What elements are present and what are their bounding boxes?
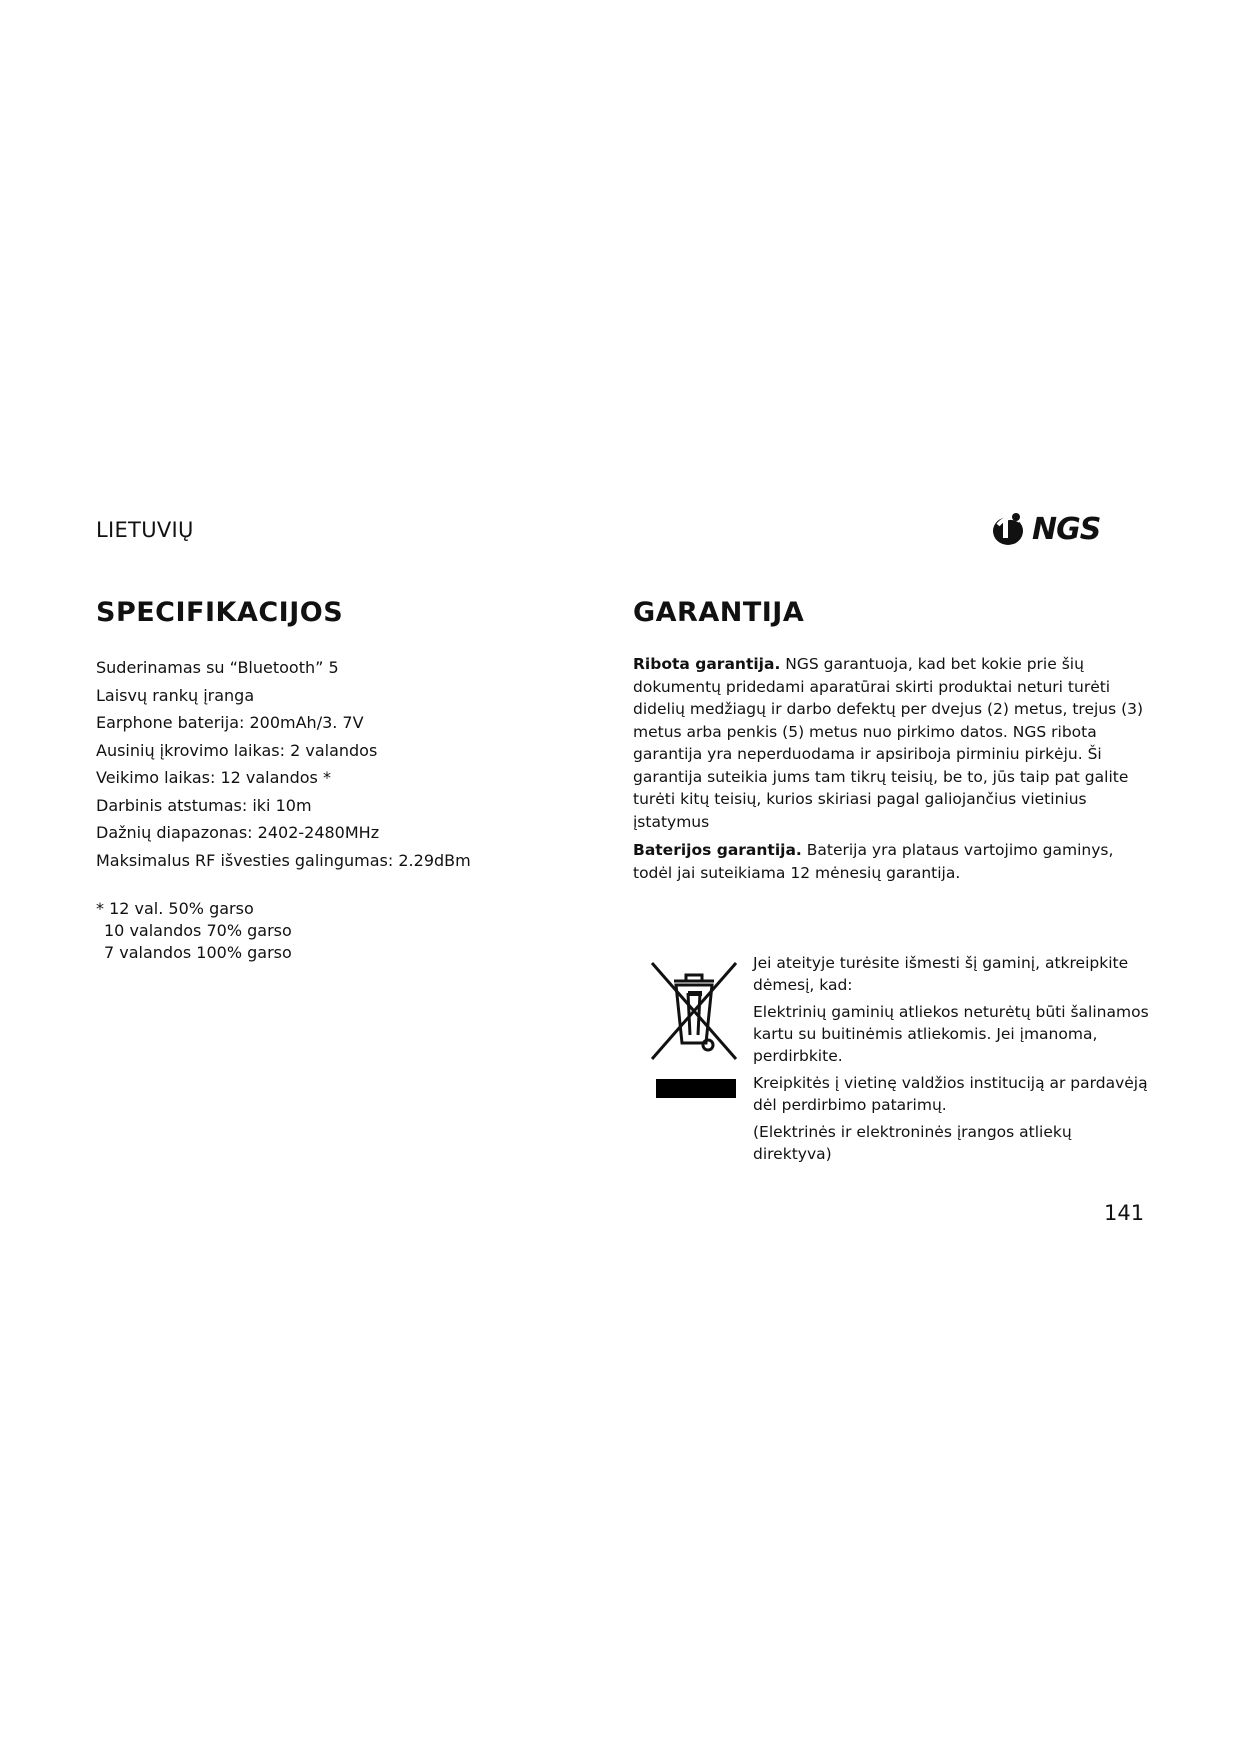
page-number: 141 (1104, 1201, 1145, 1225)
disposal-notice (753, 952, 1153, 1170)
limited-warranty-label: Ribota garantija. (633, 655, 781, 673)
warranty-title: GARANTIJA (633, 597, 805, 628)
limited-warranty-paragraph (633, 653, 1153, 833)
battery-warranty-label: Baterijos garantija. (633, 841, 802, 859)
language-label: LIETUVIŲ (96, 518, 194, 542)
footnote-line: 10 valandos 70% garso (104, 921, 292, 940)
spec-list (96, 654, 471, 874)
weee-black-bar (656, 1079, 736, 1098)
battery-warranty-paragraph (633, 839, 1153, 884)
spec-item: Darbinis atstumas: iki 10m (96, 795, 312, 815)
spec-item: Maksimalus RF išvesties galingumas: 2.29dBm (96, 850, 471, 870)
battery-warranty-body: Baterija yra plataus vartojimo gaminys, todėl jai suteikiama 12 mėnesių garantija. (633, 841, 1114, 882)
spec-item: Laisvų rankų įranga (96, 685, 255, 705)
spec-item: Dažnių diapazonas: 2402-2480MHz (96, 823, 380, 842)
ngs-logo-text: NGS (1032, 511, 1101, 547)
specifications-title: SPECIFIKACIJOS (96, 597, 344, 628)
disposal-paragraph: (Elektrinės ir elektroninės įrangos atliekų direktyva) (753, 1123, 1072, 1163)
spec-item: Veikimo laikas: 12 valandos * (96, 768, 331, 787)
footnote-line: * 12 val. 50% garso (96, 899, 254, 918)
footnote-line: 7 valandos 100% garso (104, 943, 292, 962)
disposal-paragraph: Elektrinių gaminių atliekos neturėtų būti šalinamos kartu su buitinėmis atliekomis. Jei įmanoma, perdirbkite. (753, 1003, 1149, 1065)
spec-item: Ausinių įkrovimo laikas: 2 valandos (96, 740, 378, 760)
spec-footnote (96, 898, 292, 964)
spec-item: Suderinamas su “Bluetooth” 5 (96, 658, 339, 677)
ngs-logo-icon (990, 511, 1026, 547)
limited-warranty-body: NGS garantuoja, kad bet kokie prie šių dokumentų pridedami aparatūrai skirti produktai neturi turėti didelių medžiagų ir darbo defektų per dvejus (2) metus, trejus (3) metus arba penkis (5) metus nuo pirkimo datos. NGS ribota garantija yra neperduodama ir apsiriboja pirminiu pirkėju. Ši garantija suteikia jums tam tikrų teisių, be to, jūs taip pat galite turėti kitų teisių, kurios skiriasi pagal galiojančius vietinius įstatymus (633, 655, 1144, 831)
disposal-paragraph: Jei ateityje turėsite išmesti šį gaminį, atkreipkite dėmesį, kad: (753, 954, 1129, 994)
spec-item: Earphone baterija: 200mAh/3. 7V (96, 713, 364, 732)
weee-crossed-bin-icon (648, 955, 740, 1065)
warranty-text (633, 653, 1153, 890)
ngs-logo (990, 508, 1140, 550)
disposal-paragraph: Kreipkitės į vietinę valdžios instituciją ar pardavėją dėl perdirbimo patarimų. (753, 1074, 1148, 1114)
